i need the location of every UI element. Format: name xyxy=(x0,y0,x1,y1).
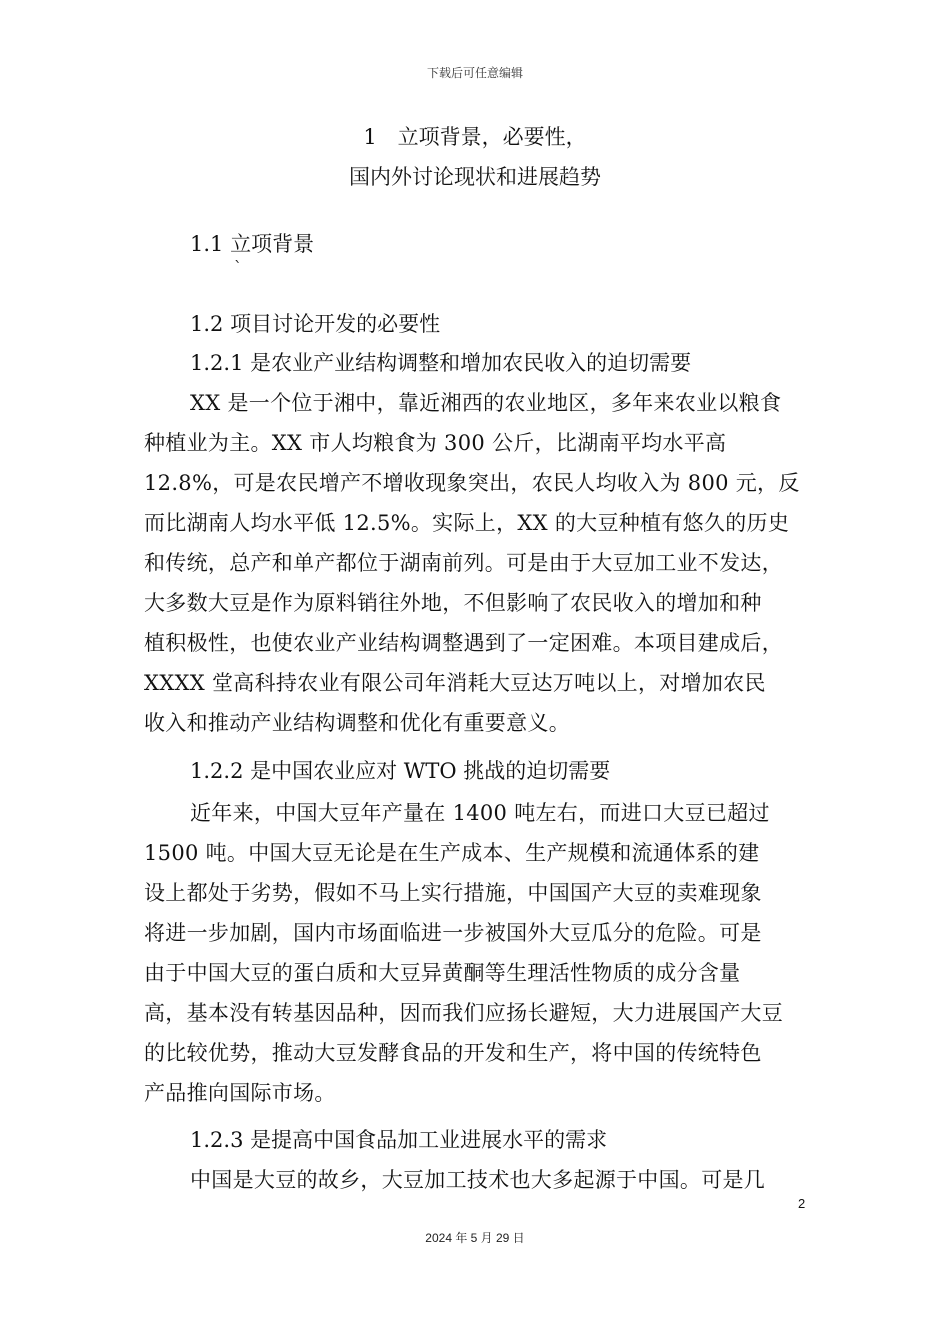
footer-date: 2024 年 5 月 29 日 xyxy=(425,1231,525,1245)
section-heading-1-2-2: 1.2.2 是中国农业应对 WTO 挑战的迫切需要 xyxy=(190,759,611,783)
paragraph-line: 大多数大豆是作为原料销往外地，不但影响了农民收入的增加和种 xyxy=(144,591,762,615)
paragraph-line: 设上都处于劣势，假如不马上实行措施，中国国产大豆的卖难现象 xyxy=(144,881,762,905)
paragraph-line: XXXX 堂高科持农业有限公司年消耗大豆达万吨以上，对增加农民 xyxy=(144,671,766,695)
page-number: 2 xyxy=(798,1196,806,1211)
paragraph-line: XX 是一个位于湘中，靠近湘西的农业地区，多年来农业以粮食 xyxy=(190,391,782,415)
section-heading-1-2: 1.2 项目讨论开发的必要性 xyxy=(190,312,441,336)
paragraph-line: 和传统，总产和单产都位于湖南前列。可是由于大豆加工业不发达， xyxy=(144,551,783,575)
paragraph-line: 将进一步加剧，国内市场面临进一步被国外大豆瓜分的危险。可是 xyxy=(144,921,762,945)
document-title-line-2: 国内外讨论现状和进展趋势 xyxy=(349,165,601,189)
paragraph-line: 植积极性，也使农业产业结构调整遇到了一定困难。本项目建成后， xyxy=(144,631,783,655)
paragraph-line: 产品推向国际市场。 xyxy=(144,1081,336,1105)
document-title-line-1: 1 立项背景，必要性， xyxy=(363,125,587,149)
paragraph-line: 近年来，中国大豆年产量在 1400 吨左右，而进口大豆已超过 xyxy=(190,801,770,825)
header-note: 下载后可任意编辑 xyxy=(426,66,523,80)
paragraph-line: 的比较优势，推动大豆发酵食品的开发和生产，将中国的传统特色 xyxy=(144,1041,762,1065)
section-heading-1-1: 1.1 立项背景 xyxy=(190,232,315,256)
paragraph-line: 12.8%，可是农民增产不增收现象突出，农民人均收入为 800 元，反 xyxy=(144,471,800,495)
section-heading-1-2-3: 1.2.3 是提高中国食品加工业进展水平的需求 xyxy=(190,1128,608,1152)
paragraph-line: 中国是大豆的故乡，大豆加工技术也大多起源于中国。可是几 xyxy=(190,1168,766,1192)
paragraph-line: 种植业为主。XX 市人均粮食为 300 公斤，比湖南平均水平高 xyxy=(144,431,727,455)
paragraph-line: 由于中国大豆的蛋白质和大豆异黄酮等生理活性物质的成分含量 xyxy=(144,961,741,985)
paragraph-line: 1500 吨。中国大豆无论是在生产成本、生产规模和流通体系的建 xyxy=(144,841,760,865)
paragraph-line: 而比湖南人均水平低 12.5%。实际上，XX 的大豆种植有悠久的历史 xyxy=(144,511,790,535)
stray-tick-mark: ` xyxy=(234,258,242,277)
paragraph-line: 收入和推动产业结构调整和优化有重要意义。 xyxy=(144,711,570,735)
section-heading-1-2-1: 1.2.1 是农业产业结构调整和增加农民收入的迫切需要 xyxy=(190,351,692,375)
paragraph-line: 高，基本没有转基因品种，因而我们应扬长避短，大力进展国产大豆 xyxy=(144,1001,783,1025)
